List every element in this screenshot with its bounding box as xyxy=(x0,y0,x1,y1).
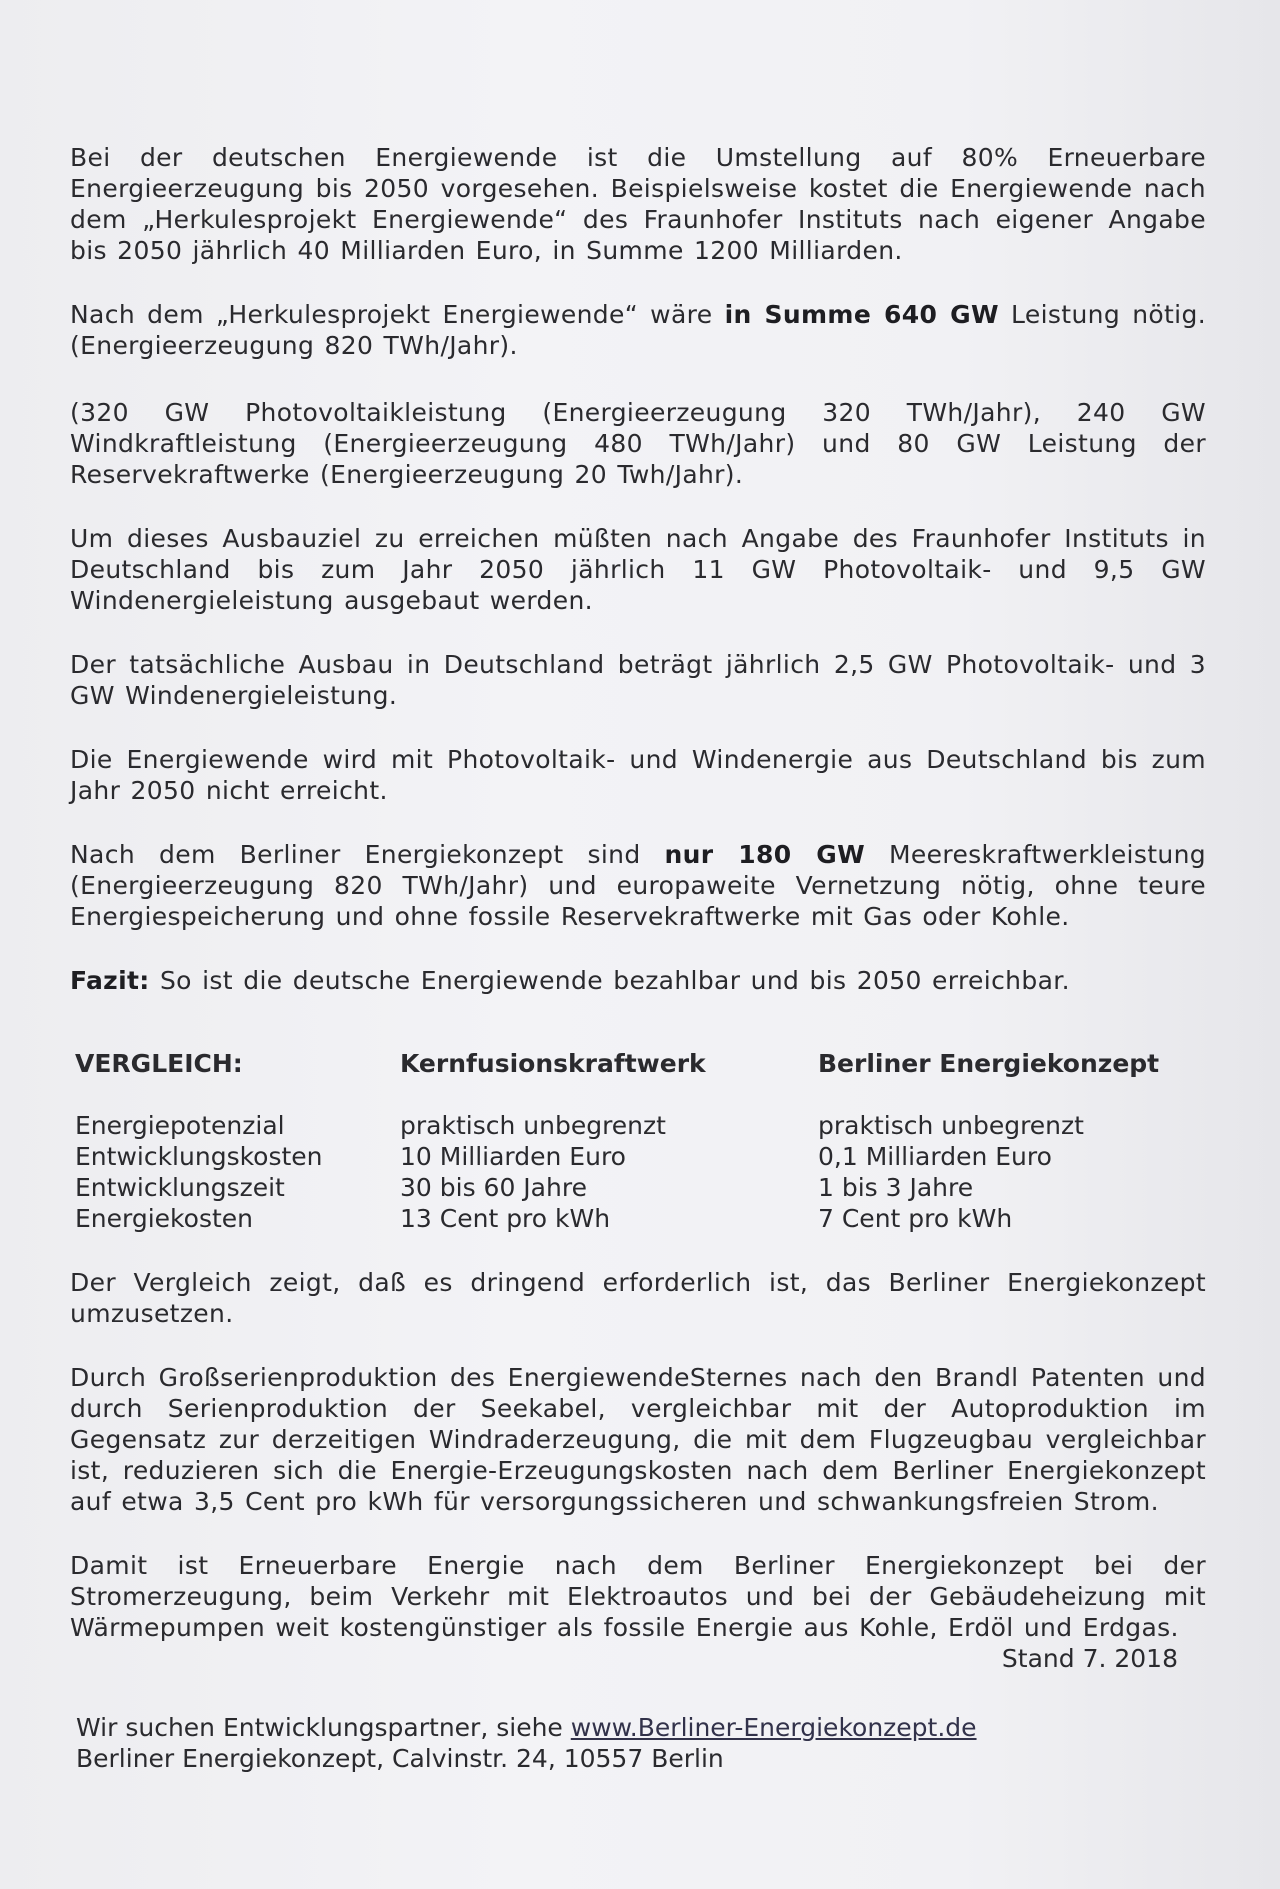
highlight-640-gw: in Summe 640 GW xyxy=(724,300,999,329)
highlight-180-gw: nur 180 GW xyxy=(664,840,865,869)
comparison-table xyxy=(70,1048,1206,1234)
comparison-row-label: Entwicklungszeit xyxy=(75,1173,285,1202)
paragraph-energiewende-intro: Bei der deutschen Energiewende ist die Umstellung auf 80% Erneuerbare Energieerzeugung bis 2050 vorgesehen. Beispielsweise kostet die Energiewende nach dem „Herkulesprojekt Energiewende“ des Fraunhofer Instituts nach eigener Angabe bis 2050 jährlich 40 Milliarden Euro, in Summe 1200 Milliarden. xyxy=(70,143,1206,265)
website-link[interactable]: www.Berliner-Energiekonzept.de xyxy=(570,1713,977,1742)
paragraph-berliner-concept-text: Nach dem Berliner Energiekonzept sind xyxy=(70,840,665,869)
paragraph-actual-expansion: Der tatsächliche Ausbau in Deutschland beträgt jährlich 2,5 GW Photovoltaik- und 3 GW Windenergieleistung. xyxy=(70,650,1206,710)
paragraph-berliner-concept-rest: Meereskraftwerkleistung (Energieerzeugung 820 TWh/Jahr) und europaweite Vernetzung nötig, ohne teure Energiespeicherung und ohne fossile Reservekraftwerke mit Gas oder Kohle. xyxy=(70,840,1206,931)
paragraph-capacity-breakdown: (320 GW Photovoltaikleistung (Energieerzeugung 320 TWh/Jahr), 240 GW Windkraftleistung (Energieerzeugung 480 TWh/Jahr) und 80 GW Leistung der Reservekraftwerke (Energieerzeugung 20 Twh/Jahr). xyxy=(70,398,1206,489)
date-stamp: Stand 7. 2018 xyxy=(1001,1644,1178,1673)
paragraph-herkules-total-rest: Leistung nötig. (Energieerzeugung 820 TWh/Jahr). xyxy=(70,300,1206,360)
paragraph-cost-advantage: Damit ist Erneuerbare Energie nach dem Berliner Energiekonzept bei der Stromerzeugung, beim Verkehr mit Elektroautos und bei der Gebäudeheizung mit Wärmepumpen weit kostengünstiger als fossile Energie aus Kohle, Erdöl und Erdgas. xyxy=(70,1551,1206,1642)
paragraph-fazit xyxy=(70,965,1206,996)
paragraph-comparison-conclusion: Der Vergleich zeigt, daß es dringend erforderlich ist, das Berliner Energiekonzept umzusetzen. xyxy=(70,1268,1206,1328)
comparison-cell-kernfusion: praktisch unbegrenzt xyxy=(400,1111,666,1140)
paragraph-expansion-target: Um dieses Ausbauziel zu erreichen müßten nach Angabe des Fraunhofer Instituts in Deutschland bis zum Jahr 2050 jährlich 11 GW Photovoltaik- und 9,5 GW Windenergieleistung ausgebaut werden. xyxy=(70,524,1206,615)
fazit-text: So ist die deutsche Energiewende bezahlbar und bis 2050 erreichbar. xyxy=(149,966,1070,995)
comparison-cell-kernfusion: 13 Cent pro kWh xyxy=(400,1204,611,1233)
partner-search-line xyxy=(76,1712,1206,1743)
comparison-row-label: Entwicklungskosten xyxy=(75,1142,323,1171)
fazit-label: Fazit: xyxy=(70,966,150,995)
comparison-row-label: Energiekosten xyxy=(75,1204,253,1233)
partner-search-text: Wir suchen Entwicklungspartner, siehe xyxy=(76,1713,571,1742)
paragraph-not-reached: Die Energiewende wird mit Photovoltaik- und Windenergie aus Deutschland bis zum Jahr 2050 nicht erreicht. xyxy=(70,745,1206,805)
comparison-header-berliner: Berliner Energiekonzept xyxy=(818,1049,1160,1078)
postal-address: Berliner Energiekonzept, Calvinstr. 24, 10557 Berlin xyxy=(76,1744,724,1773)
paragraph-herkules-total xyxy=(70,299,1206,361)
comparison-header-label: VERGLEICH: xyxy=(75,1049,243,1078)
paragraph-serial-production: Durch Großserienproduktion des EnergiewendeSternes nach den Brandl Patenten und durch Serienproduktion der Seekabel, vergleichbar mit der Autoproduktion im Gegensatz zur derzeitigen Windraderzeugung, die mit dem Flugzeugbau vergleichbar ist, reduzieren sich die Energie-Erzeugungskosten nach dem Berliner Energiekonzept auf etwa 3,5 Cent pro kWh für versorgungssicheren und schwankungsfreien Strom. xyxy=(70,1363,1206,1516)
document-body xyxy=(70,142,1206,1774)
comparison-cell-berliner: 1 bis 3 Jahre xyxy=(818,1173,974,1202)
comparison-cell-berliner: praktisch unbegrenzt xyxy=(818,1111,1084,1140)
comparison-cell-kernfusion: 30 bis 60 Jahre xyxy=(400,1173,587,1202)
comparison-header-kernfusion: Kernfusionskraftwerk xyxy=(400,1049,706,1078)
paragraph-herkules-total-text: Nach dem „Herkulesprojekt Energiewende“ wäre xyxy=(70,300,725,329)
paragraph-berliner-concept xyxy=(70,839,1206,932)
comparison-cell-berliner: 0,1 Milliarden Euro xyxy=(818,1142,1052,1171)
contact-block xyxy=(70,1712,1206,1774)
comparison-row-label: Energiepotenzial xyxy=(75,1111,285,1140)
comparison-cell-kernfusion: 10 Milliarden Euro xyxy=(400,1142,626,1171)
comparison-cell-berliner: 7 Cent pro kWh xyxy=(818,1204,1013,1233)
